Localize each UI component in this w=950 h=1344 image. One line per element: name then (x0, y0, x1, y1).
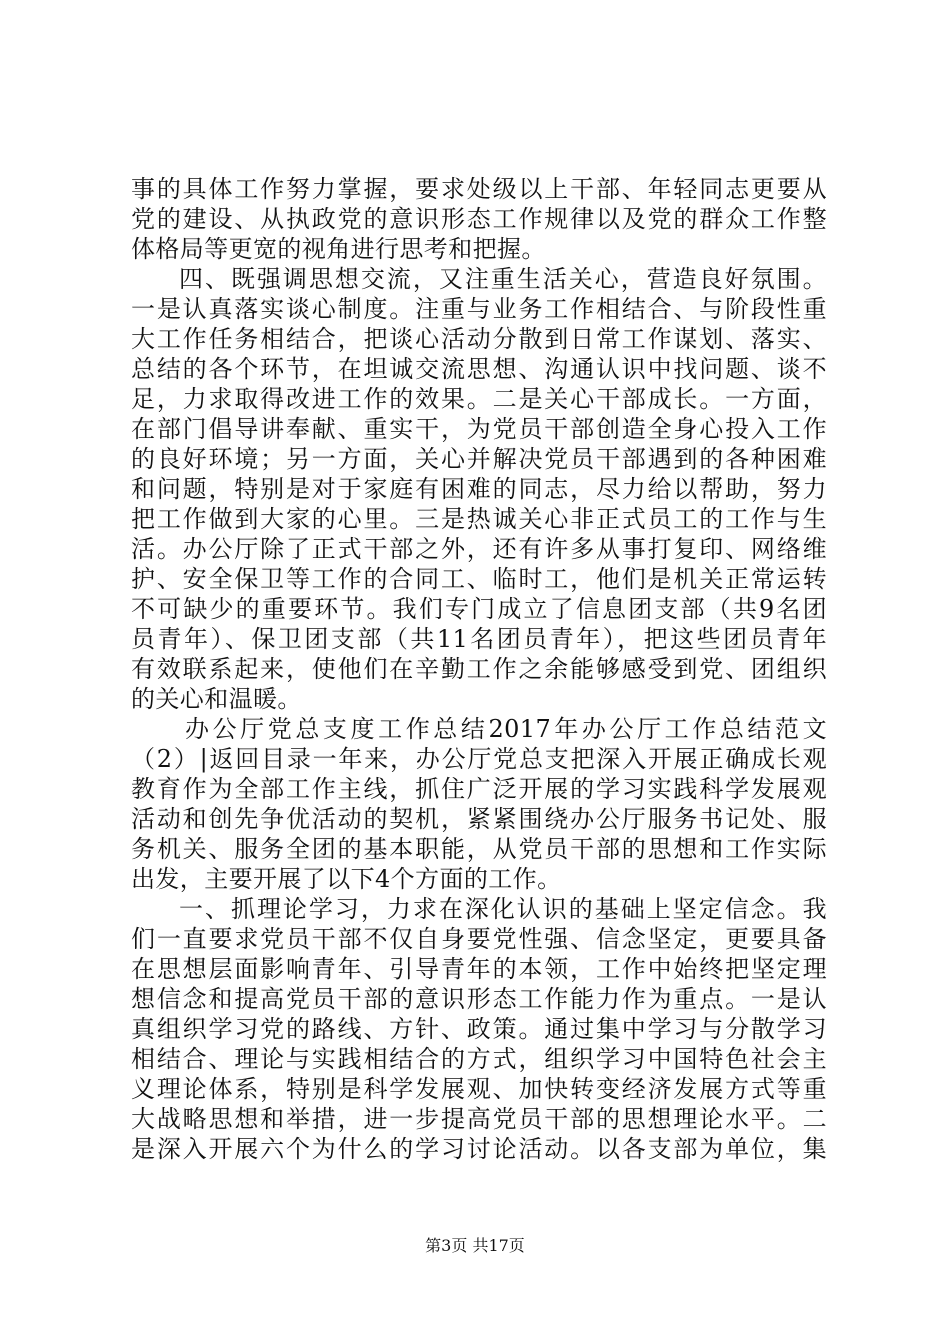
text-line: 足，力求取得改进工作的效果。二是关心干部成长。一方面， (131, 385, 827, 413)
text-line: 的良好环境；另一方面，关心并解决党员干部遇到的各种困难 (131, 445, 827, 473)
document-body (131, 174, 827, 1164)
text-line: 不可缺少的重要环节。我们专门成立了信息团支部（共9名团 (131, 595, 827, 623)
text-line: 们一直要求党员干部不仅自身要党性强、信念坚定，更要具备 (131, 925, 827, 953)
text-line: 出发，主要开展了以下4个方面的工作。 (131, 865, 562, 893)
text-line: 一是认真落实谈心制度。注重与业务工作相结合、与阶段性重 (131, 295, 827, 323)
text-line: 党的建设、从执政党的意识形态工作规律以及党的群众工作整 (131, 205, 827, 233)
text-line: 大战略思想和举措，进一步提高党员干部的思想理论水平。二 (131, 1105, 827, 1133)
section-title-line: 办公厅党总支度工作总结2017年办公厅工作总结范文 (185, 715, 827, 743)
text-line: 员青年）、保卫团支部（共11名团员青年），把这些团员青年 (131, 625, 827, 653)
section-heading-line: 一、抓理论学习，力求在深化认识的基础上坚定信念。我 (179, 895, 827, 923)
text-line: 活。办公厅除了正式干部之外，还有许多从事打复印、网络维 (131, 535, 827, 563)
text-line: 是深入开展六个为什么的学习讨论活动。以各支部为单位，集 (131, 1135, 827, 1163)
section-heading-line: 四、既强调思想交流，又注重生活关心，营造良好氛围。 (179, 265, 827, 293)
text-line: 总结的各个环节，在坦诚交流思想、沟通认识中找问题、谈不 (131, 355, 827, 383)
text-line: 教育作为全部工作主线，抓住广泛开展的学习实践科学发展观 (131, 775, 827, 803)
text-line: 事的具体工作努力掌握，要求处级以上干部、年轻同志更要从 (131, 175, 827, 203)
text-line: 义理论体系，特别是科学发展观、加快转变经济发展方式等重 (131, 1075, 827, 1103)
text-line: 相结合、理论与实践相结合的方式，组织学习中国特色社会主 (131, 1045, 827, 1073)
text-line: 有效联系起来，使他们在辛勤工作之余能够感受到党、团组织 (131, 655, 827, 683)
text-line: 的关心和温暖。 (131, 685, 302, 713)
text-line: 在部门倡导讲奉献、重实干，为党员干部创造全身心投入工作 (131, 415, 827, 443)
text-line: 活动和创先争优活动的契机，紧紧围绕办公厅服务书记处、服 (131, 805, 827, 833)
text-line: 务机关、服务全团的基本职能，从党员干部的思想和工作实际 (131, 835, 827, 863)
text-line: 把工作做到大家的心里。三是热诚关心非正式员工的工作与生 (131, 505, 827, 533)
text-line: 想信念和提高党员干部的意识形态工作能力作为重点。一是认 (131, 985, 827, 1013)
page-footer (0, 1236, 950, 1256)
page-number-label: 第3页 共17页 (425, 1236, 525, 1255)
text-line: （2）|返回目录一年来，办公厅党总支把深入开展正确成长观 (131, 745, 827, 773)
text-line: 在思想层面影响青年、引导青年的本领，工作中始终把坚定理 (131, 955, 827, 983)
text-line: 护、安全保卫等工作的合同工、临时工，他们是机关正常运转 (131, 565, 827, 593)
text-line: 大工作任务相结合，把谈心活动分散到日常工作谋划、落实、 (131, 325, 827, 353)
text-line: 真组织学习党的路线、方针、政策。通过集中学习与分散学习 (131, 1015, 827, 1043)
text-line: 体格局等更宽的视角进行思考和把握。 (131, 235, 546, 263)
text-line: 和问题，特别是对于家庭有困难的同志，尽力给以帮助，努力 (131, 475, 827, 503)
